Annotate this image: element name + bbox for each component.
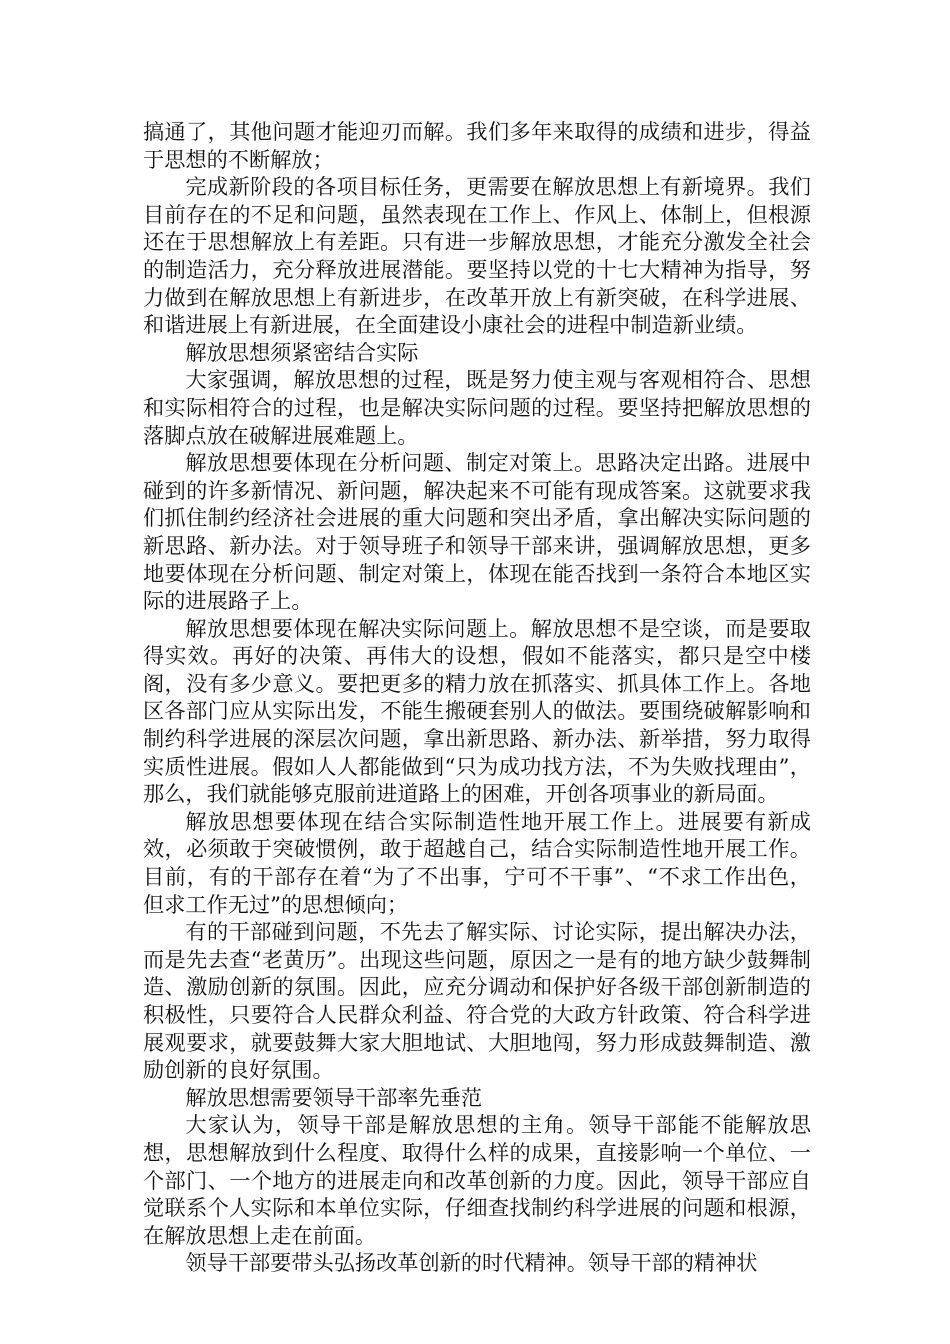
body-paragraph-9: 领导干部要带头弘扬改革创新的时代精神。领导干部的精神状: [185, 1250, 758, 1276]
document-page: [143, 118, 811, 1277]
body-paragraph-4: 解放思想要体现在分析问题、制定对策上。思路决定出路。进展中碰到的许多新情况、新问题，解决起来不可能有现成答案。这就要求我们抓住制约经济社会进展的重大问题和突出矛盾，拿出解决实际问题的新思路、新办法。对于领导班子和领导干部来讲，强调解放思想，更多地要体现在分析问题、制定对策上，体现在能否找到一条符合本地区实际的进展路子上。: [143, 450, 811, 614]
body-paragraph-7: 有的干部碰到问题，不先去了解实际、讨论实际，提出解决办法，而是先去查“老黄历”。出现这些问题，原因之一是有的地方缺少鼓舞制造、激励创新的氛围。因此，应充分调动和保护好各级干部创新制造的积极性，只要符合人民群众利益、符合党的大政方针政策、符合科学进展观要求，就要鼓舞大家大胆地试、大胆地闯，努力形成鼓舞制造、激励创新的良好氛围。: [143, 919, 811, 1083]
body-paragraph-5: 解放思想要体现在解决实际问题上。解放思想不是空谈，而是要取得实效。再好的决策、再伟大的设想，假如不能落实，都只是空中楼阁，没有多少意义。要把更多的精力放在抓落实、抓具体工作上。各地区各部门应从实际出发，不能生搬硬套别人的做法。要围绕破解影响和制约科学进展的深层次问题，拿出新思路、新办法、新举措，努力取得实质性进展。假如人人都能做到“只为成功找方法，不为失败找理由”，那么，我们就能够克服前进道路上的困难，开创各项事业的新局面。: [143, 615, 811, 807]
body-paragraph-6: 解放思想要体现在结合实际制造性地开展工作上。进展要有新成效，必须敢于突破惯例，敢于超越自己，结合实际制造性地开展工作。目前，有的干部存在着“为了不出事，宁可不干事”、“不求工作出色，但求工作无过”的思想倾向；: [143, 808, 811, 917]
body-paragraph-2: 完成新阶段的各项目标任务，更需要在解放思想上有新境界。我们目前存在的不足和问题，虽然表现在工作上、作风上、体制上，但根源还在于思想解放上有差距。只有进一步解放思想，才能充分激发全社会的制造活力，充分释放进展潜能。要坚持以党的十七大精神为指导，努力做到在解放思想上有新进步，在改革开放上有新突破，在科学进展、和谐进展上有新进展，在全面建设小康社会的进程中制造新业绩。: [143, 174, 811, 338]
body-paragraph-1: 搞通了，其他问题才能迎刃而解。我们多年来取得的成绩和进步，得益于思想的不断解放；: [143, 119, 811, 172]
body-paragraph-8: 大家认为，领导干部是解放思想的主角。领导干部能不能解放思想，思想解放到什么程度、取得什么样的成果，直接影响一个单位、一个部门、一个地方的进展走向和改革创新的力度。因此，领导干部应自觉联系个人实际和本单位实际，仔细查找制约科学进展的问题和根源，在解放思想上走在前面。: [143, 1112, 811, 1248]
body-paragraph-3: 大家强调，解放思想的过程，既是努力使主观与客观相符合、思想和实际相符合的过程，也是解决实际问题的过程。要坚持把解放思想的落脚点放在破解进展难题上。: [143, 367, 811, 448]
section-heading-2: 解放思想需要领导干部率先垂范: [185, 1084, 483, 1110]
section-heading-1: 解放思想须紧密结合实际: [185, 339, 419, 365]
